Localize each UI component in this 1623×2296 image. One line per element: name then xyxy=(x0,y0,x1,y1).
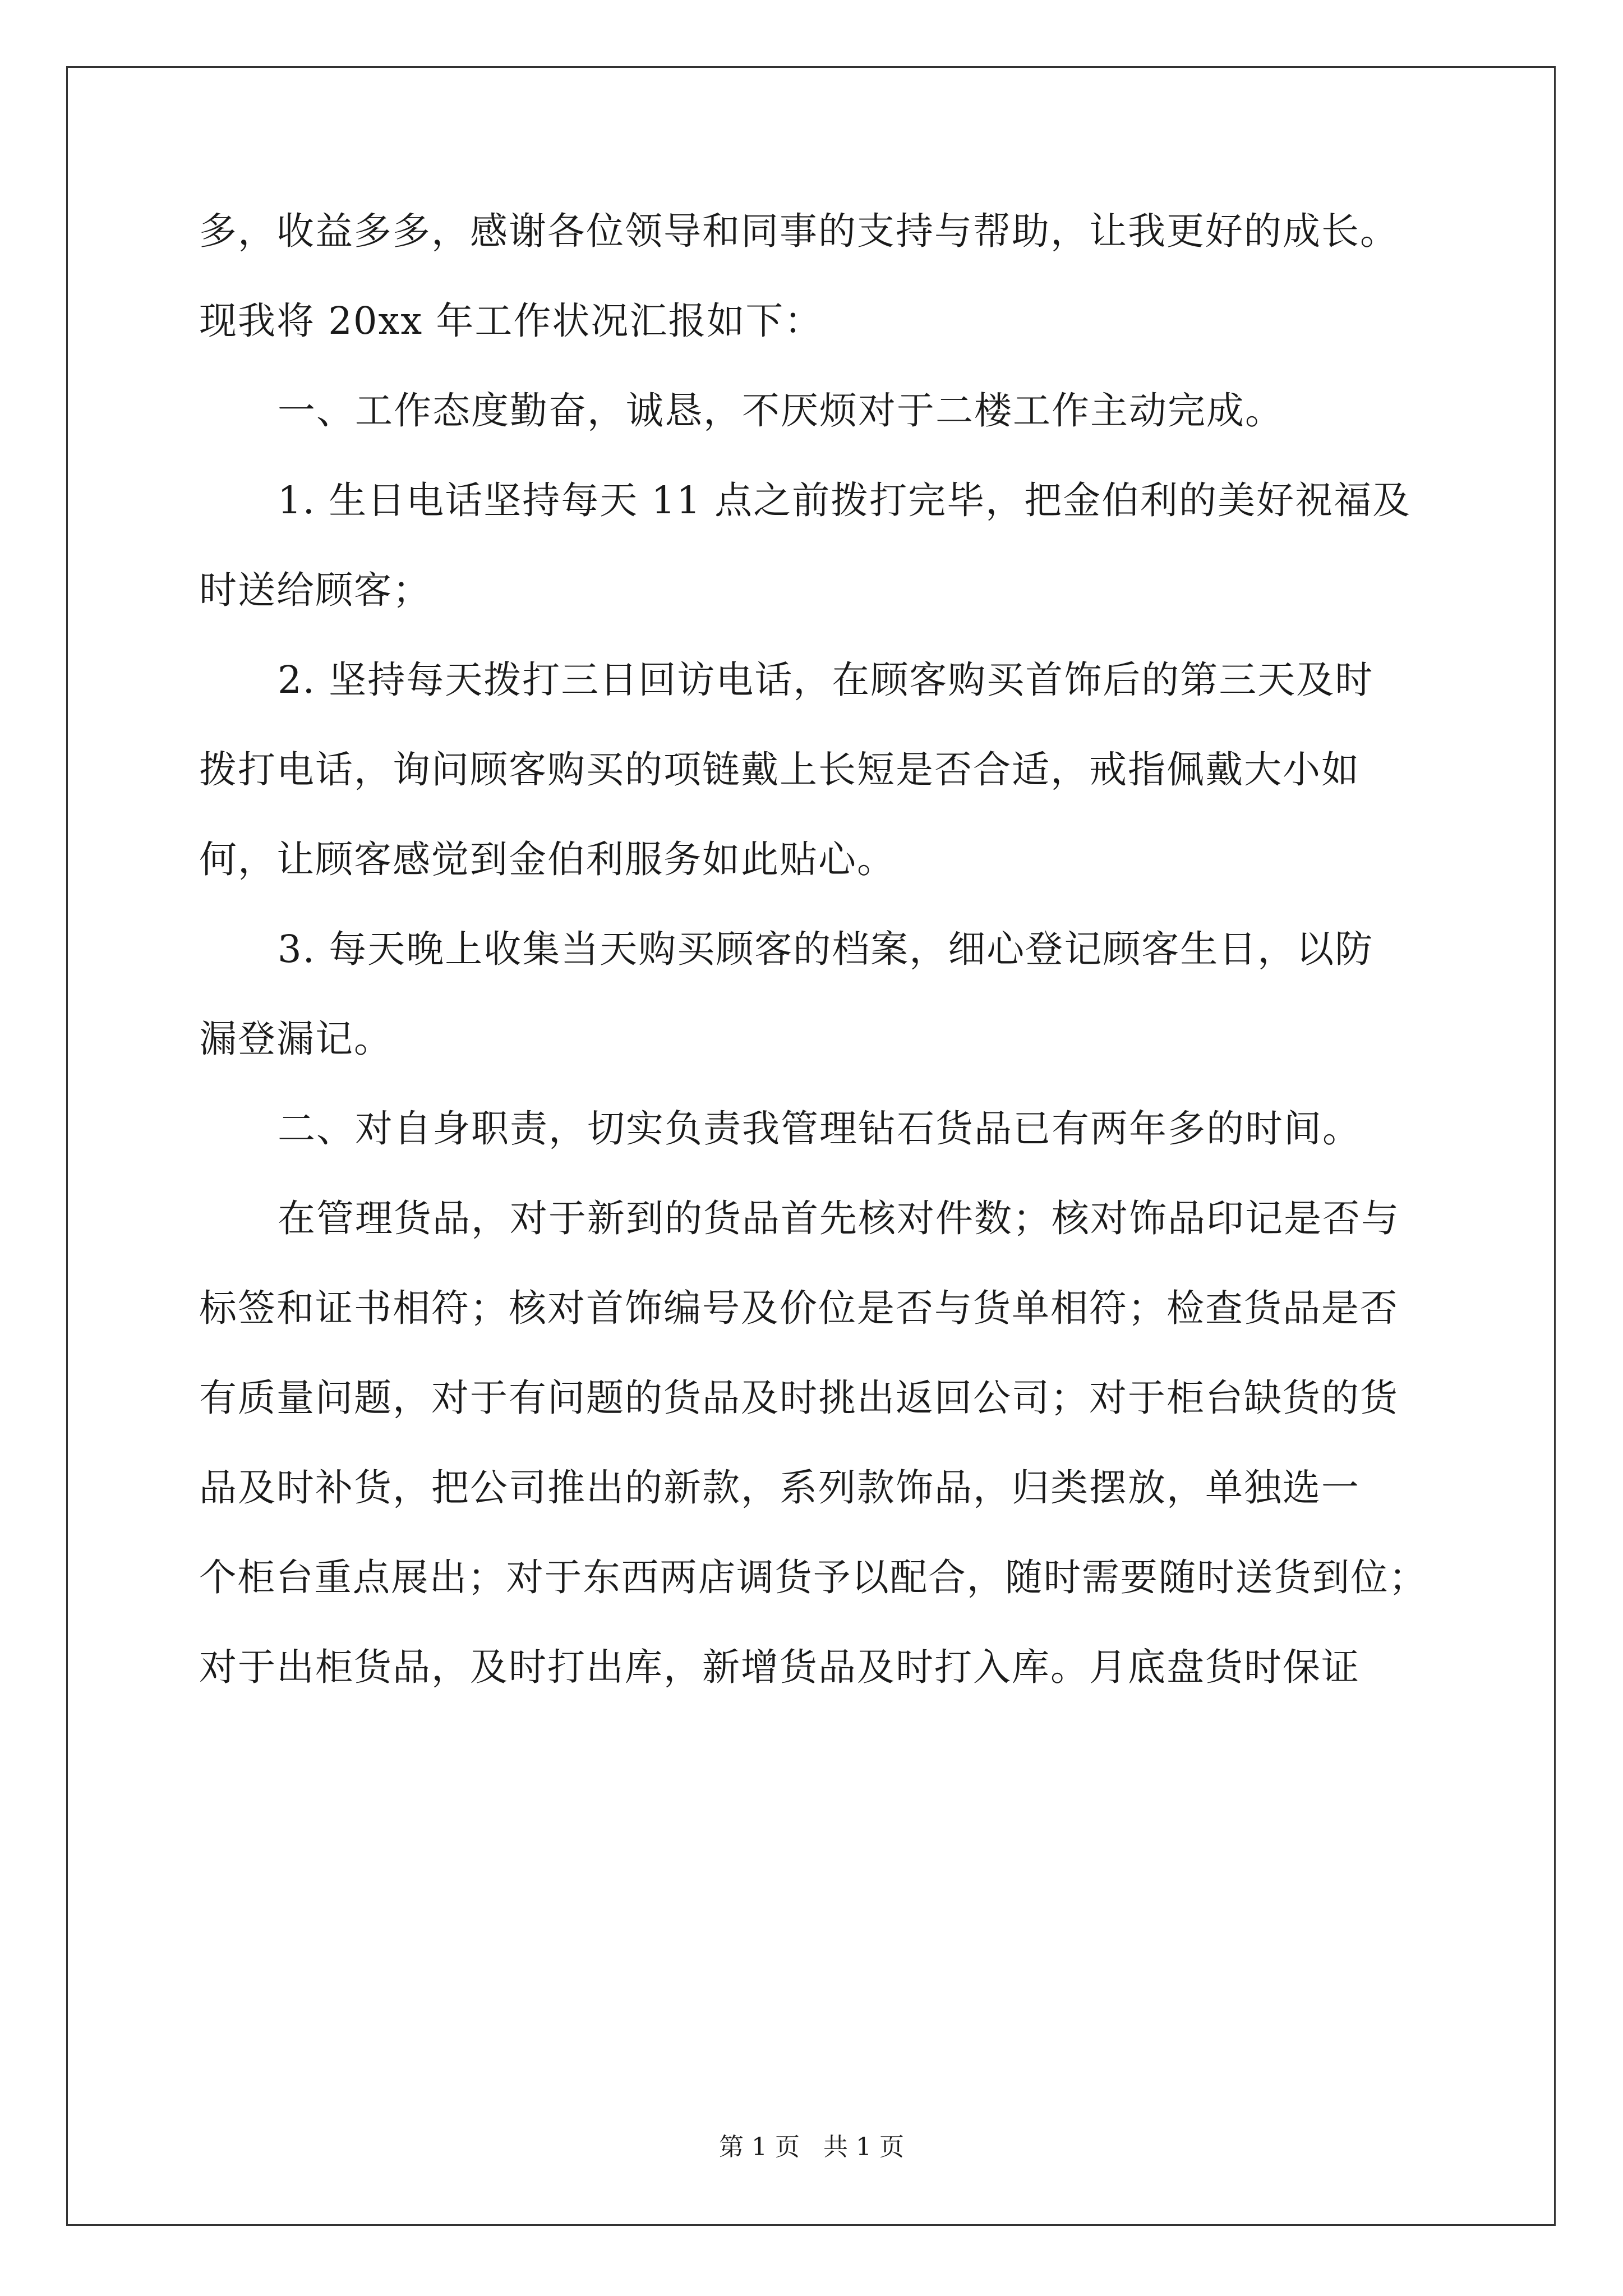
text-line: 个柜台重点展出；对于东西两店调货予以配合，随时需要随时送货到位； xyxy=(199,1556,1427,1599)
text-line: 漏登漏记。 xyxy=(199,1017,393,1061)
text-line: 时送给顾客； xyxy=(199,568,431,612)
text-line: 对于出柜货品，及时打出库，新增货品及时打入库。月底盘货时保证 xyxy=(199,1645,1360,1689)
text-line: 2. 坚持每天拨打三日回访电话，在顾客购买首饰后的第三天及时 xyxy=(278,658,1374,702)
text-line: 多，收益多多，感谢各位领导和同事的支持与帮助，让我更好的成长。 xyxy=(199,209,1399,253)
text-line: 品及时补货，把公司推出的新款，系列款饰品，归类摆放，单独选一 xyxy=(199,1466,1360,1510)
text-line: 二、对自身职责，切实负责我管理钻石货品已有两年多的时间。 xyxy=(278,1107,1361,1151)
text-line: 标签和证书相符；核对首饰编号及价位是否与货单相符；检查货品是否 xyxy=(199,1286,1399,1330)
page-footer: 第 1 页 共 1 页 xyxy=(719,2133,904,2161)
text-line: 在管理货品，对于新到的货品首先核对件数；核对饰品印记是否与 xyxy=(278,1197,1400,1240)
text-line: 现我将 20xx 年工作状况汇报如下： xyxy=(199,299,823,343)
text-line: 何，让顾客感觉到金伯利服务如此贴心。 xyxy=(199,838,896,881)
text-line: 1. 生日电话坚持每天 11 点之前拨打完毕，把金伯利的美好祝福及 xyxy=(278,478,1412,522)
text-line: 一、工作态度勤奋，诚恳，不厌烦对于二楼工作主动完成。 xyxy=(278,389,1284,432)
text-line: 拨打电话，询问顾客购买的项链戴上长短是否合适，戒指佩戴大小如 xyxy=(199,748,1360,792)
text-line: 有质量问题，对于有问题的货品及时挑出返回公司；对于柜台缺货的货 xyxy=(199,1376,1399,1420)
text-line: 3. 每天晚上收集当天购买顾客的档案，细心登记顾客生日，以防 xyxy=(278,927,1374,971)
